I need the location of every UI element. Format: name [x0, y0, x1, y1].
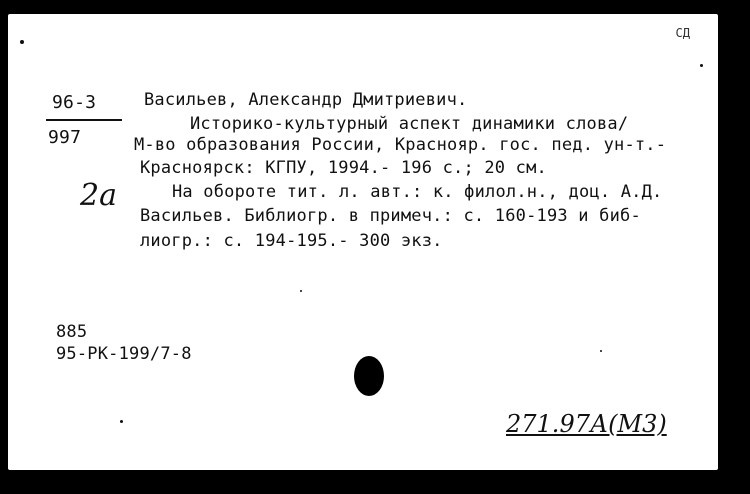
- registration-code: 95-РК-199/7-8: [56, 344, 192, 364]
- scan-speck: [600, 350, 602, 352]
- shelf-mark-bottom: 997: [48, 127, 82, 148]
- shelf-mark-top: 96-3: [52, 92, 97, 113]
- publisher-line: М-во образования России, Краснояр. гос. пед. ун-т.-: [134, 135, 667, 155]
- shelf-mark-divider: [46, 119, 122, 121]
- corner-mark: СД: [675, 26, 690, 40]
- code-number: 885: [56, 322, 88, 342]
- handwritten-shelf-number: 271.97А(М3): [506, 410, 667, 438]
- scan-speck: [300, 290, 302, 292]
- handwritten-mark-left: 2а: [80, 178, 117, 213]
- author-heading: Васильев, Александр Дмитриевич.: [144, 90, 468, 110]
- scan-speck: [700, 64, 703, 67]
- scan-speck: [120, 420, 123, 423]
- title-line: Историко-культурный аспект динамики слова/: [190, 114, 629, 134]
- note-line-1: На обороте тит. л. авт.: к. филол.н., доц. А.Д.: [172, 182, 663, 202]
- shelf-mark: [46, 92, 122, 148]
- note-line-3: лиогр.: с. 194-195.- 300 экз.: [140, 231, 443, 251]
- card-punch-hole: [354, 356, 384, 396]
- scan-speck: [20, 40, 24, 44]
- imprint-line: Красноярск: КГПУ, 1994.- 196 с.; 20 см.: [140, 158, 547, 178]
- note-line-2: Васильев. Библиогр. в примеч.: с. 160-193 и биб-: [140, 206, 641, 226]
